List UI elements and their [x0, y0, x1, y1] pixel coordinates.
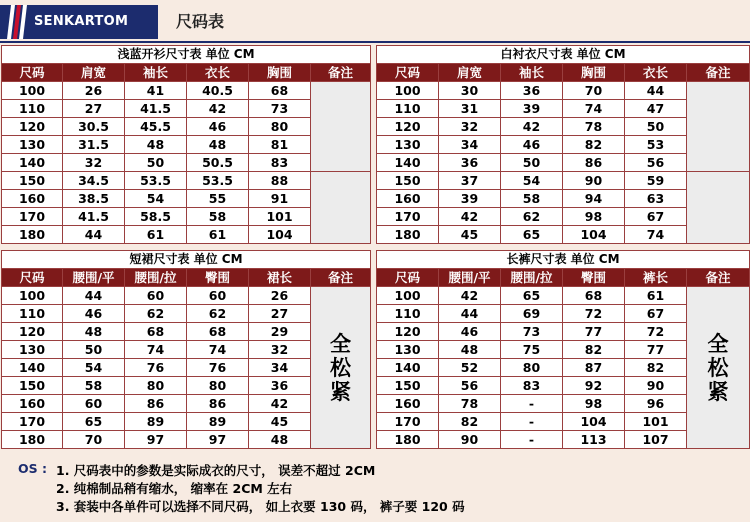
table-cell: 82: [439, 413, 501, 431]
table-cell: 107: [625, 431, 687, 449]
table-cell: 98: [563, 208, 625, 226]
table-cell: 140: [2, 359, 63, 377]
table-cell: 26: [249, 287, 311, 305]
table-cell: 54: [63, 359, 125, 377]
table-cell: 32: [439, 118, 501, 136]
table-cell: 73: [501, 323, 563, 341]
table-cell: 82: [625, 359, 687, 377]
table-cell: 86: [125, 395, 187, 413]
table-cell: 86: [563, 154, 625, 172]
table-cell: 36: [439, 154, 501, 172]
table-cell: 58: [187, 208, 249, 226]
column-header: 腰围/平: [63, 269, 125, 287]
table-cell: 160: [2, 190, 63, 208]
column-header: 尺码: [377, 64, 439, 82]
table-caption: 白衬衣尺寸表 单位 CM: [377, 46, 750, 64]
table-cell: 91: [249, 190, 311, 208]
table-cell: 30: [439, 82, 501, 100]
shirt-size-table: [376, 45, 750, 244]
table-cell: 50: [501, 154, 563, 172]
table-cell: 104: [249, 226, 311, 244]
table-cell: 72: [563, 305, 625, 323]
table-cell: 140: [377, 359, 439, 377]
table-cell: 89: [187, 413, 249, 431]
table-cell: 68: [187, 323, 249, 341]
table-row: [377, 287, 750, 305]
table-cell: 32: [63, 154, 125, 172]
table-caption: 浅蓝开衫尺寸表 单位 CM: [2, 46, 371, 64]
table-cell: 80: [125, 377, 187, 395]
table-cell: 68: [125, 323, 187, 341]
table-cell: 110: [2, 305, 63, 323]
table-cell: 42: [439, 287, 501, 305]
table-cell: 62: [125, 305, 187, 323]
table-cell: 62: [501, 208, 563, 226]
table-cell: 160: [377, 395, 439, 413]
table-cell: 61: [625, 287, 687, 305]
table-row: [2, 82, 371, 100]
table-cell: 52: [439, 359, 501, 377]
table-cell: 82: [563, 341, 625, 359]
table-cell: 100: [2, 287, 63, 305]
column-header: 肩宽: [63, 64, 125, 82]
table-cell: 56: [625, 154, 687, 172]
table-cell: 150: [377, 172, 439, 190]
cardigan-size-table: [1, 45, 371, 244]
table-cell: 59: [625, 172, 687, 190]
table-cell: 97: [187, 431, 249, 449]
table-cell: 39: [501, 100, 563, 118]
note-item-2: 2. 纯棉制品稍有缩水， 缩率在 2CM 左右: [56, 481, 293, 496]
table-cell: 74: [187, 341, 249, 359]
table-cell: 54: [125, 190, 187, 208]
column-header: 胸围: [563, 64, 625, 82]
table-cell: 80: [187, 377, 249, 395]
column-header: 袖长: [125, 64, 187, 82]
table-cell: 180: [2, 226, 63, 244]
table-cell: 42: [439, 208, 501, 226]
table-cell: 120: [377, 323, 439, 341]
table-cell: 48: [249, 431, 311, 449]
column-header: 尺码: [2, 269, 63, 287]
table-cell: 73: [249, 100, 311, 118]
table-cell: 104: [563, 413, 625, 431]
table-cell: 170: [2, 208, 63, 226]
table-cell: 90: [439, 431, 501, 449]
column-header: 衣长: [625, 64, 687, 82]
table-cell: 58: [63, 377, 125, 395]
table-cell: 87: [563, 359, 625, 377]
table-cell: 48: [439, 341, 501, 359]
column-header: 备注: [687, 64, 750, 82]
table-cell: 60: [63, 395, 125, 413]
table-cell: 92: [563, 377, 625, 395]
table-cell: 27: [249, 305, 311, 323]
table-cell: 113: [563, 431, 625, 449]
table-row: [377, 82, 750, 100]
table-cell: -: [501, 413, 563, 431]
column-header: 腰围/拉: [125, 269, 187, 287]
table-cell: 86: [187, 395, 249, 413]
table-cell: 34: [439, 136, 501, 154]
table-cell: 180: [377, 226, 439, 244]
table-cell: 70: [563, 82, 625, 100]
table-cell: 40.5: [187, 82, 249, 100]
table-cell: 120: [377, 118, 439, 136]
table-cell: 110: [377, 305, 439, 323]
remark-elastic: 全松紧: [707, 331, 729, 404]
table-cell: 67: [625, 208, 687, 226]
table-cell: 180: [2, 431, 63, 449]
column-header: 尺码: [2, 64, 63, 82]
column-header: 备注: [311, 269, 371, 287]
table-cell: 110: [2, 100, 63, 118]
table-cell: 62: [187, 305, 249, 323]
table-cell: 38.5: [63, 190, 125, 208]
table-cell: 110: [377, 100, 439, 118]
table-cell: 46: [439, 323, 501, 341]
table-cell: 180: [377, 431, 439, 449]
table-cell: 80: [249, 118, 311, 136]
table-cell: 100: [2, 82, 63, 100]
table-cell: 68: [563, 287, 625, 305]
table-cell: 78: [563, 118, 625, 136]
table-row: [2, 287, 371, 305]
table-cell: 56: [439, 377, 501, 395]
table-cell: 31.5: [63, 136, 125, 154]
column-header: 备注: [687, 269, 750, 287]
table-cell: 150: [2, 172, 63, 190]
table-cell: -: [501, 395, 563, 413]
pants-size-table: [376, 250, 750, 449]
column-header: 裙长: [249, 269, 311, 287]
table-cell: 36: [501, 82, 563, 100]
table-cell: 63: [625, 190, 687, 208]
column-header: 臀围: [187, 269, 249, 287]
remark-cell: [311, 82, 371, 172]
table-cell: 27: [63, 100, 125, 118]
table-cell: 104: [563, 226, 625, 244]
table-cell: 69: [501, 305, 563, 323]
table-cell: 30.5: [63, 118, 125, 136]
table-cell: 77: [563, 323, 625, 341]
table-cell: 54: [501, 172, 563, 190]
table-cell: 160: [377, 190, 439, 208]
table-cell: 60: [125, 287, 187, 305]
table-cell: 150: [2, 377, 63, 395]
table-cell: 42: [249, 395, 311, 413]
table-cell: 31: [439, 100, 501, 118]
table-cell: 130: [377, 136, 439, 154]
table-cell: 34.5: [63, 172, 125, 190]
table-cell: 68: [249, 82, 311, 100]
table-cell: 44: [439, 305, 501, 323]
column-header: 腰围/拉: [501, 269, 563, 287]
table-cell: 47: [625, 100, 687, 118]
column-header: 裤长: [625, 269, 687, 287]
table-cell: 70: [63, 431, 125, 449]
table-cell: 83: [249, 154, 311, 172]
page-title: 尺码表: [176, 12, 225, 31]
flag-stripes-icon: [7, 5, 27, 39]
table-cell: 90: [625, 377, 687, 395]
remark-cell: [687, 287, 750, 449]
table-cell: 96: [625, 395, 687, 413]
column-header: 腰围/平: [439, 269, 501, 287]
table-caption: 短裙尺寸表 单位 CM: [2, 251, 371, 269]
remark-cell: [687, 82, 750, 172]
table-cell: 45: [439, 226, 501, 244]
note-item-1: 1. 尺码表中的参数是实际成衣的尺寸， 误差不超过 2CM: [56, 463, 376, 478]
table-cell: 58.5: [125, 208, 187, 226]
table-cell: 61: [125, 226, 187, 244]
table-cell: 101: [625, 413, 687, 431]
remark-cell: [311, 287, 371, 449]
table-cell: 46: [501, 136, 563, 154]
table-cell: 42: [501, 118, 563, 136]
table-cell: 29: [249, 323, 311, 341]
table-cell: 80: [501, 359, 563, 377]
column-header: 尺码: [377, 269, 439, 287]
table-cell: 120: [2, 323, 63, 341]
table-cell: 90: [563, 172, 625, 190]
table-cell: 65: [501, 226, 563, 244]
table-cell: 32: [249, 341, 311, 359]
brand-name: SENKARTOM: [34, 14, 129, 29]
table-cell: 46: [187, 118, 249, 136]
table-cell: 58: [501, 190, 563, 208]
table-cell: 77: [625, 341, 687, 359]
table-cell: 46: [63, 305, 125, 323]
table-cell: 44: [63, 287, 125, 305]
table-cell: 98: [563, 395, 625, 413]
table-cell: 41.5: [125, 100, 187, 118]
table-cell: 26: [63, 82, 125, 100]
table-cell: 130: [377, 341, 439, 359]
table-cell: 67: [625, 305, 687, 323]
table-cell: 120: [2, 118, 63, 136]
table-cell: 140: [2, 154, 63, 172]
table-cell: 160: [2, 395, 63, 413]
skirt-size-table: [1, 250, 371, 449]
table-cell: 39: [439, 190, 501, 208]
table-cell: 130: [2, 341, 63, 359]
table-cell: 37: [439, 172, 501, 190]
table-caption: 长裤尺寸表 单位 CM: [377, 251, 750, 269]
table-cell: 50: [125, 154, 187, 172]
table-cell: 53.5: [125, 172, 187, 190]
remark-elastic: 全松紧: [330, 331, 351, 404]
table-cell: 50.5: [187, 154, 249, 172]
table-cell: 55: [187, 190, 249, 208]
table-cell: 74: [625, 226, 687, 244]
column-header: 衣长: [187, 64, 249, 82]
column-header: 胸围: [249, 64, 311, 82]
table-cell: 89: [125, 413, 187, 431]
column-header: 备注: [311, 64, 371, 82]
table-cell: 88: [249, 172, 311, 190]
table-cell: 140: [377, 154, 439, 172]
table-cell: 130: [2, 136, 63, 154]
table-cell: 82: [563, 136, 625, 154]
table-cell: 65: [63, 413, 125, 431]
table-cell: 34: [249, 359, 311, 377]
table-row: [2, 172, 371, 190]
table-cell: 44: [625, 82, 687, 100]
table-cell: 61: [187, 226, 249, 244]
table-cell: 53: [625, 136, 687, 154]
table-cell: 101: [249, 208, 311, 226]
table-cell: 53.5: [187, 172, 249, 190]
table-cell: 42: [187, 100, 249, 118]
column-header: 臀围: [563, 269, 625, 287]
table-cell: 65: [501, 287, 563, 305]
column-header: 袖长: [501, 64, 563, 82]
table-cell: 48: [125, 136, 187, 154]
table-cell: 60: [187, 287, 249, 305]
table-row: [377, 172, 750, 190]
table-cell: 76: [125, 359, 187, 377]
table-cell: 100: [377, 287, 439, 305]
table-cell: 50: [625, 118, 687, 136]
table-cell: 170: [377, 413, 439, 431]
table-cell: 48: [63, 323, 125, 341]
table-cell: 78: [439, 395, 501, 413]
table-cell: 83: [501, 377, 563, 395]
table-cell: 150: [377, 377, 439, 395]
table-cell: 170: [2, 413, 63, 431]
brand-logo: [0, 5, 158, 39]
table-cell: 50: [63, 341, 125, 359]
header-divider: [0, 41, 750, 43]
table-cell: 41: [125, 82, 187, 100]
table-cell: 41.5: [63, 208, 125, 226]
table-cell: 75: [501, 341, 563, 359]
table-cell: 45: [249, 413, 311, 431]
table-cell: 170: [377, 208, 439, 226]
table-cell: 48: [187, 136, 249, 154]
table-cell: -: [501, 431, 563, 449]
remark-cell: [687, 172, 750, 244]
table-cell: 74: [125, 341, 187, 359]
table-cell: 76: [187, 359, 249, 377]
table-cell: 97: [125, 431, 187, 449]
column-header: 肩宽: [439, 64, 501, 82]
remark-cell: [311, 172, 371, 244]
note-item-3: 3. 套装中各单件可以选择不同尺码， 如上衣要 130 码， 裤子要 120 码: [56, 499, 465, 514]
notes-label: OS :: [18, 461, 47, 476]
table-cell: 81: [249, 136, 311, 154]
table-cell: 100: [377, 82, 439, 100]
table-cell: 74: [563, 100, 625, 118]
table-cell: 44: [63, 226, 125, 244]
table-cell: 72: [625, 323, 687, 341]
table-cell: 45.5: [125, 118, 187, 136]
table-cell: 94: [563, 190, 625, 208]
table-cell: 36: [249, 377, 311, 395]
